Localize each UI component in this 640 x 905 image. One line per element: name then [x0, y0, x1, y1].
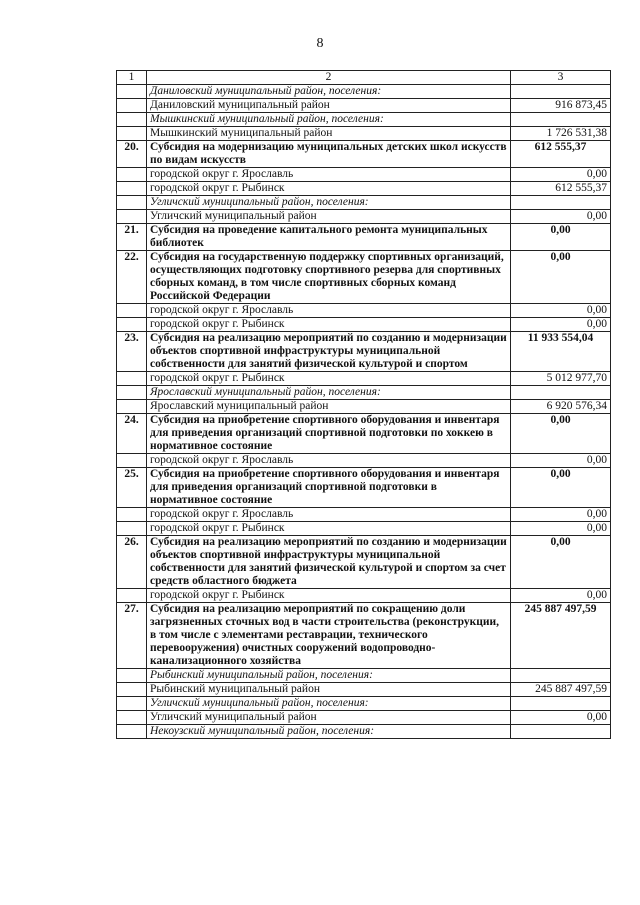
- row-number: [117, 508, 147, 522]
- recipient-name: Мышкинский муниципальный район: [147, 127, 511, 141]
- amount-value: 245 887 497,59: [511, 683, 611, 697]
- row-number: [117, 386, 147, 400]
- amount-value: 0,00: [511, 251, 611, 304]
- amount-value: 0,00: [511, 468, 611, 508]
- recipient-name: Угличский муниципальный район: [147, 711, 511, 725]
- table-row: [117, 332, 611, 372]
- recipient-name: городской округ г. Рыбинск: [147, 182, 511, 196]
- row-number: [117, 400, 147, 414]
- row-number: 23.: [117, 332, 147, 372]
- subsidy-table: [116, 70, 611, 739]
- subsidy-name: Субсидия на приобретение спортивного оборудования и инвентаря для приведения организаций спортивной подготовки по хоккею в нормативное состояние: [147, 414, 511, 454]
- row-number: [117, 522, 147, 536]
- amount-value: [511, 113, 611, 127]
- recipient-name: Рыбинский муниципальный район: [147, 683, 511, 697]
- table-row: [117, 683, 611, 697]
- recipient-name: Даниловский муниципальный район: [147, 99, 511, 113]
- amount-value: 0,00: [511, 454, 611, 468]
- row-number: [117, 304, 147, 318]
- amount-value: 5 012 977,70: [511, 372, 611, 386]
- table-row: [117, 400, 611, 414]
- amount-value: [511, 196, 611, 210]
- row-number: 21.: [117, 224, 147, 251]
- row-number: 22.: [117, 251, 147, 304]
- table-row: [117, 697, 611, 711]
- subsidy-name: Субсидия на реализацию мероприятий по созданию и модернизации объектов спортивной инфраструктуры муниципальной собственности для занятий физической культурой и спортом: [147, 332, 511, 372]
- table-row: [117, 522, 611, 536]
- amount-value: 612 555,37: [511, 141, 611, 168]
- table-row: [117, 141, 611, 168]
- row-number: 26.: [117, 536, 147, 589]
- table-row: [117, 210, 611, 224]
- amount-value: 0,00: [511, 224, 611, 251]
- table-row: [117, 589, 611, 603]
- district-heading: Рыбинский муниципальный район, поселения:: [147, 669, 511, 683]
- table-row: [117, 127, 611, 141]
- row-number: [117, 711, 147, 725]
- row-number: [117, 725, 147, 739]
- page-number: 8: [316, 36, 324, 51]
- recipient-name: городской округ г. Ярославль: [147, 168, 511, 182]
- row-number: 20.: [117, 141, 147, 168]
- row-number: [117, 372, 147, 386]
- amount-value: 245 887 497,59: [511, 603, 611, 669]
- table-row: [117, 468, 611, 508]
- row-number: [117, 113, 147, 127]
- amount-value: [511, 386, 611, 400]
- district-heading: Угличский муниципальный район, поселения:: [147, 196, 511, 210]
- row-number: [117, 318, 147, 332]
- district-heading: Некоузский муниципальный район, поселения:: [147, 725, 511, 739]
- table-row: [117, 224, 611, 251]
- table-row: [117, 414, 611, 454]
- table-row: [117, 182, 611, 196]
- recipient-name: городской округ г. Рыбинск: [147, 372, 511, 386]
- table-row: [117, 536, 611, 589]
- row-number: [117, 589, 147, 603]
- table-row: [117, 508, 611, 522]
- amount-value: 0,00: [511, 536, 611, 589]
- row-number: [117, 168, 147, 182]
- amount-value: 0,00: [511, 711, 611, 725]
- table-row: [117, 318, 611, 332]
- table-row: [117, 725, 611, 739]
- amount-value: 0,00: [511, 168, 611, 182]
- district-heading: Даниловский муниципальный район, поселения:: [147, 85, 511, 99]
- recipient-name: городской округ г. Рыбинск: [147, 589, 511, 603]
- amount-value: 0,00: [511, 508, 611, 522]
- amount-value: 0,00: [511, 414, 611, 454]
- column-header-name: 2: [147, 71, 511, 85]
- table-row: [117, 196, 611, 210]
- table-row: [117, 168, 611, 182]
- row-number: [117, 99, 147, 113]
- district-heading: Угличский муниципальный район, поселения:: [147, 697, 511, 711]
- amount-value: 6 920 576,34: [511, 400, 611, 414]
- recipient-name: Ярославский муниципальный район: [147, 400, 511, 414]
- amount-value: 1 726 531,38: [511, 127, 611, 141]
- subsidy-name: Субсидия на реализацию мероприятий по сокращению доли загрязненных сточных вод в части строительства (реконструкции, в том числе с элементами реставрации, технического перевооружения) очистных сооружений водопроводно-канализационного хозяйства: [147, 603, 511, 669]
- table-row: [117, 304, 611, 318]
- row-number: 25.: [117, 468, 147, 508]
- amount-value: 11 933 554,04: [511, 332, 611, 372]
- recipient-name: городской округ г. Ярославль: [147, 304, 511, 318]
- column-header-amount: 3: [511, 71, 611, 85]
- recipient-name: городской округ г. Ярославль: [147, 454, 511, 468]
- table-row: [117, 603, 611, 669]
- row-number: [117, 669, 147, 683]
- amount-value: [511, 697, 611, 711]
- table-row: [117, 113, 611, 127]
- table-row: [117, 251, 611, 304]
- recipient-name: городской округ г. Ярославль: [147, 508, 511, 522]
- amount-value: 0,00: [511, 210, 611, 224]
- row-number: [117, 182, 147, 196]
- recipient-name: Угличский муниципальный район: [147, 210, 511, 224]
- amount-value: 916 873,45: [511, 99, 611, 113]
- row-number: 27.: [117, 603, 147, 669]
- row-number: [117, 454, 147, 468]
- subsidy-name: Субсидия на приобретение спортивного оборудования и инвентаря для приведения организаций спортивной подготовки в нормативное состояние: [147, 468, 511, 508]
- amount-value: 0,00: [511, 589, 611, 603]
- subsidy-name: Субсидия на модернизацию муниципальных детских школ искусств по видам искусств: [147, 141, 511, 168]
- table-row: [117, 372, 611, 386]
- column-header-number: 1: [117, 71, 147, 85]
- amount-value: 0,00: [511, 522, 611, 536]
- row-number: [117, 85, 147, 99]
- recipient-name: городской округ г. Рыбинск: [147, 522, 511, 536]
- table-row: [117, 99, 611, 113]
- row-number: [117, 697, 147, 711]
- amount-value: [511, 725, 611, 739]
- subsidy-name: Субсидия на государственную поддержку спортивных организаций, осуществляющих подготовку спортивного резерва для спортивных сборных команд, в том числе спортивных сборных команд Российской Федерации: [147, 251, 511, 304]
- row-number: [117, 210, 147, 224]
- row-number: [117, 127, 147, 141]
- table-row: [117, 669, 611, 683]
- amount-value: [511, 669, 611, 683]
- row-number: 24.: [117, 414, 147, 454]
- table-row: [117, 85, 611, 99]
- recipient-name: городской округ г. Рыбинск: [147, 318, 511, 332]
- row-number: [117, 196, 147, 210]
- table-row: [117, 711, 611, 725]
- subsidy-name: Субсидия на реализацию мероприятий по созданию и модернизации объектов спортивной инфраструктуры муниципальной собственности для занятий физической культурой и спортом за счет средств областного бюджета: [147, 536, 511, 589]
- district-heading: Мышкинский муниципальный район, поселения:: [147, 113, 511, 127]
- table-row: [117, 454, 611, 468]
- amount-value: 0,00: [511, 318, 611, 332]
- amount-value: 0,00: [511, 304, 611, 318]
- district-heading: Ярославский муниципальный район, поселения:: [147, 386, 511, 400]
- subsidy-name: Субсидия на проведение капитального ремонта муниципальных библиотек: [147, 224, 511, 251]
- amount-value: 612 555,37: [511, 182, 611, 196]
- amount-value: [511, 85, 611, 99]
- table-header-row: [117, 71, 611, 85]
- table-row: [117, 386, 611, 400]
- row-number: [117, 683, 147, 697]
